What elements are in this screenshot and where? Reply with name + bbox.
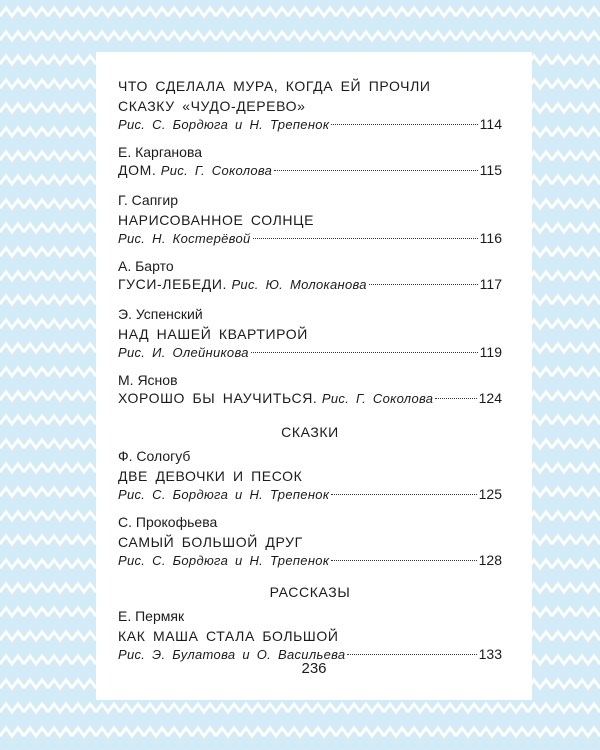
story-title: САМЫЙ БОЛЬШОЙ ДРУГ xyxy=(118,534,303,550)
author: Е. Пермяк xyxy=(118,608,185,624)
illustrator-line xyxy=(118,344,502,360)
book-page xyxy=(96,52,532,700)
dot-leader xyxy=(435,397,476,399)
illustrator-line xyxy=(118,230,502,246)
story-title: ДОМ. xyxy=(118,162,157,178)
dot-leader xyxy=(253,237,478,239)
illustrator: Рис. С. Бордюга и Н. Трепенок xyxy=(118,117,330,132)
section-heading: СКАЗКИ xyxy=(281,424,339,440)
toc-entry xyxy=(118,304,502,360)
page-ref: 117 xyxy=(479,276,502,292)
title-line xyxy=(118,390,502,408)
table-of-contents xyxy=(118,76,502,672)
page-ref: 125 xyxy=(478,486,502,502)
toc-entry xyxy=(118,142,502,180)
toc-entry xyxy=(118,370,502,408)
toc-entry xyxy=(118,190,502,246)
author: М. Яснов xyxy=(118,372,178,388)
story-title: ДВЕ ДЕВОЧКИ И ПЕСОК xyxy=(118,468,303,484)
page-ref: 116 xyxy=(479,230,502,246)
toc-entry xyxy=(118,512,502,568)
page-ref: 119 xyxy=(479,344,502,360)
dot-leader xyxy=(331,559,476,561)
illustrator-line xyxy=(118,116,502,132)
dot-leader xyxy=(274,169,477,171)
story-title: НАРИСОВАННОЕ СОЛНЦЕ xyxy=(118,212,315,228)
dot-leader xyxy=(347,653,476,655)
illustrator: Рис. С. Бордюга и Н. Трепенок xyxy=(118,553,330,568)
page-ref: 128 xyxy=(478,552,502,568)
toc-entry xyxy=(118,76,502,132)
toc-entry xyxy=(118,256,502,294)
title-line xyxy=(118,162,502,180)
toc-entry xyxy=(118,446,502,502)
author: Э. Успенский xyxy=(118,306,203,322)
author: Г. Сапгир xyxy=(118,192,178,208)
story-title: ХОРОШО БЫ НАУЧИТЬСЯ. xyxy=(118,390,318,406)
story-title: КАК МАША СТАЛА БОЛЬШОЙ xyxy=(118,628,339,644)
author: Е. Карганова xyxy=(118,144,203,160)
dot-leader xyxy=(331,493,476,495)
dot-leader xyxy=(251,351,478,353)
title-line xyxy=(118,276,502,294)
author: Ф. Сологуб xyxy=(118,448,191,464)
illustrator-line xyxy=(118,552,502,568)
author: А. Барто xyxy=(118,258,174,274)
illustrator: Рис. Н. Костерёвой xyxy=(118,231,251,246)
dot-leader xyxy=(369,283,478,285)
page-ref: 124 xyxy=(478,390,502,406)
page-number: 236 xyxy=(301,660,327,677)
page-ref: 115 xyxy=(479,162,502,178)
story-title: СКАЗКУ «ЧУДО-ДЕРЕВО» xyxy=(118,98,306,114)
toc-entry xyxy=(118,606,502,662)
story-title: ГУСИ-ЛЕБЕДИ. xyxy=(118,276,227,292)
story-title: ЧТО СДЕЛАЛА МУРА, КОГДА ЕЙ ПРОЧЛИ xyxy=(118,78,431,94)
illustrator: Рис. Г. Соколова xyxy=(321,391,434,406)
illustrator-line xyxy=(118,486,502,502)
section-heading: РАССКАЗЫ xyxy=(269,584,351,600)
illustrator: Рис. Г. Соколова xyxy=(160,163,273,178)
illustrator: Рис. И. Олейникова xyxy=(118,345,249,360)
dot-leader xyxy=(331,123,477,125)
page-ref: 133 xyxy=(478,646,502,662)
illustrator: Рис. Ю. Молоканова xyxy=(231,277,367,292)
illustrator: Рис. С. Бордюга и Н. Трепенок xyxy=(118,487,330,502)
illustrator: Рис. Э. Булатова и О. Васильева xyxy=(118,647,346,662)
story-title: НАД НАШЕЙ КВАРТИРОЙ xyxy=(118,326,308,342)
author: С. Прокофьева xyxy=(118,514,218,530)
page-ref: 114 xyxy=(479,116,502,132)
